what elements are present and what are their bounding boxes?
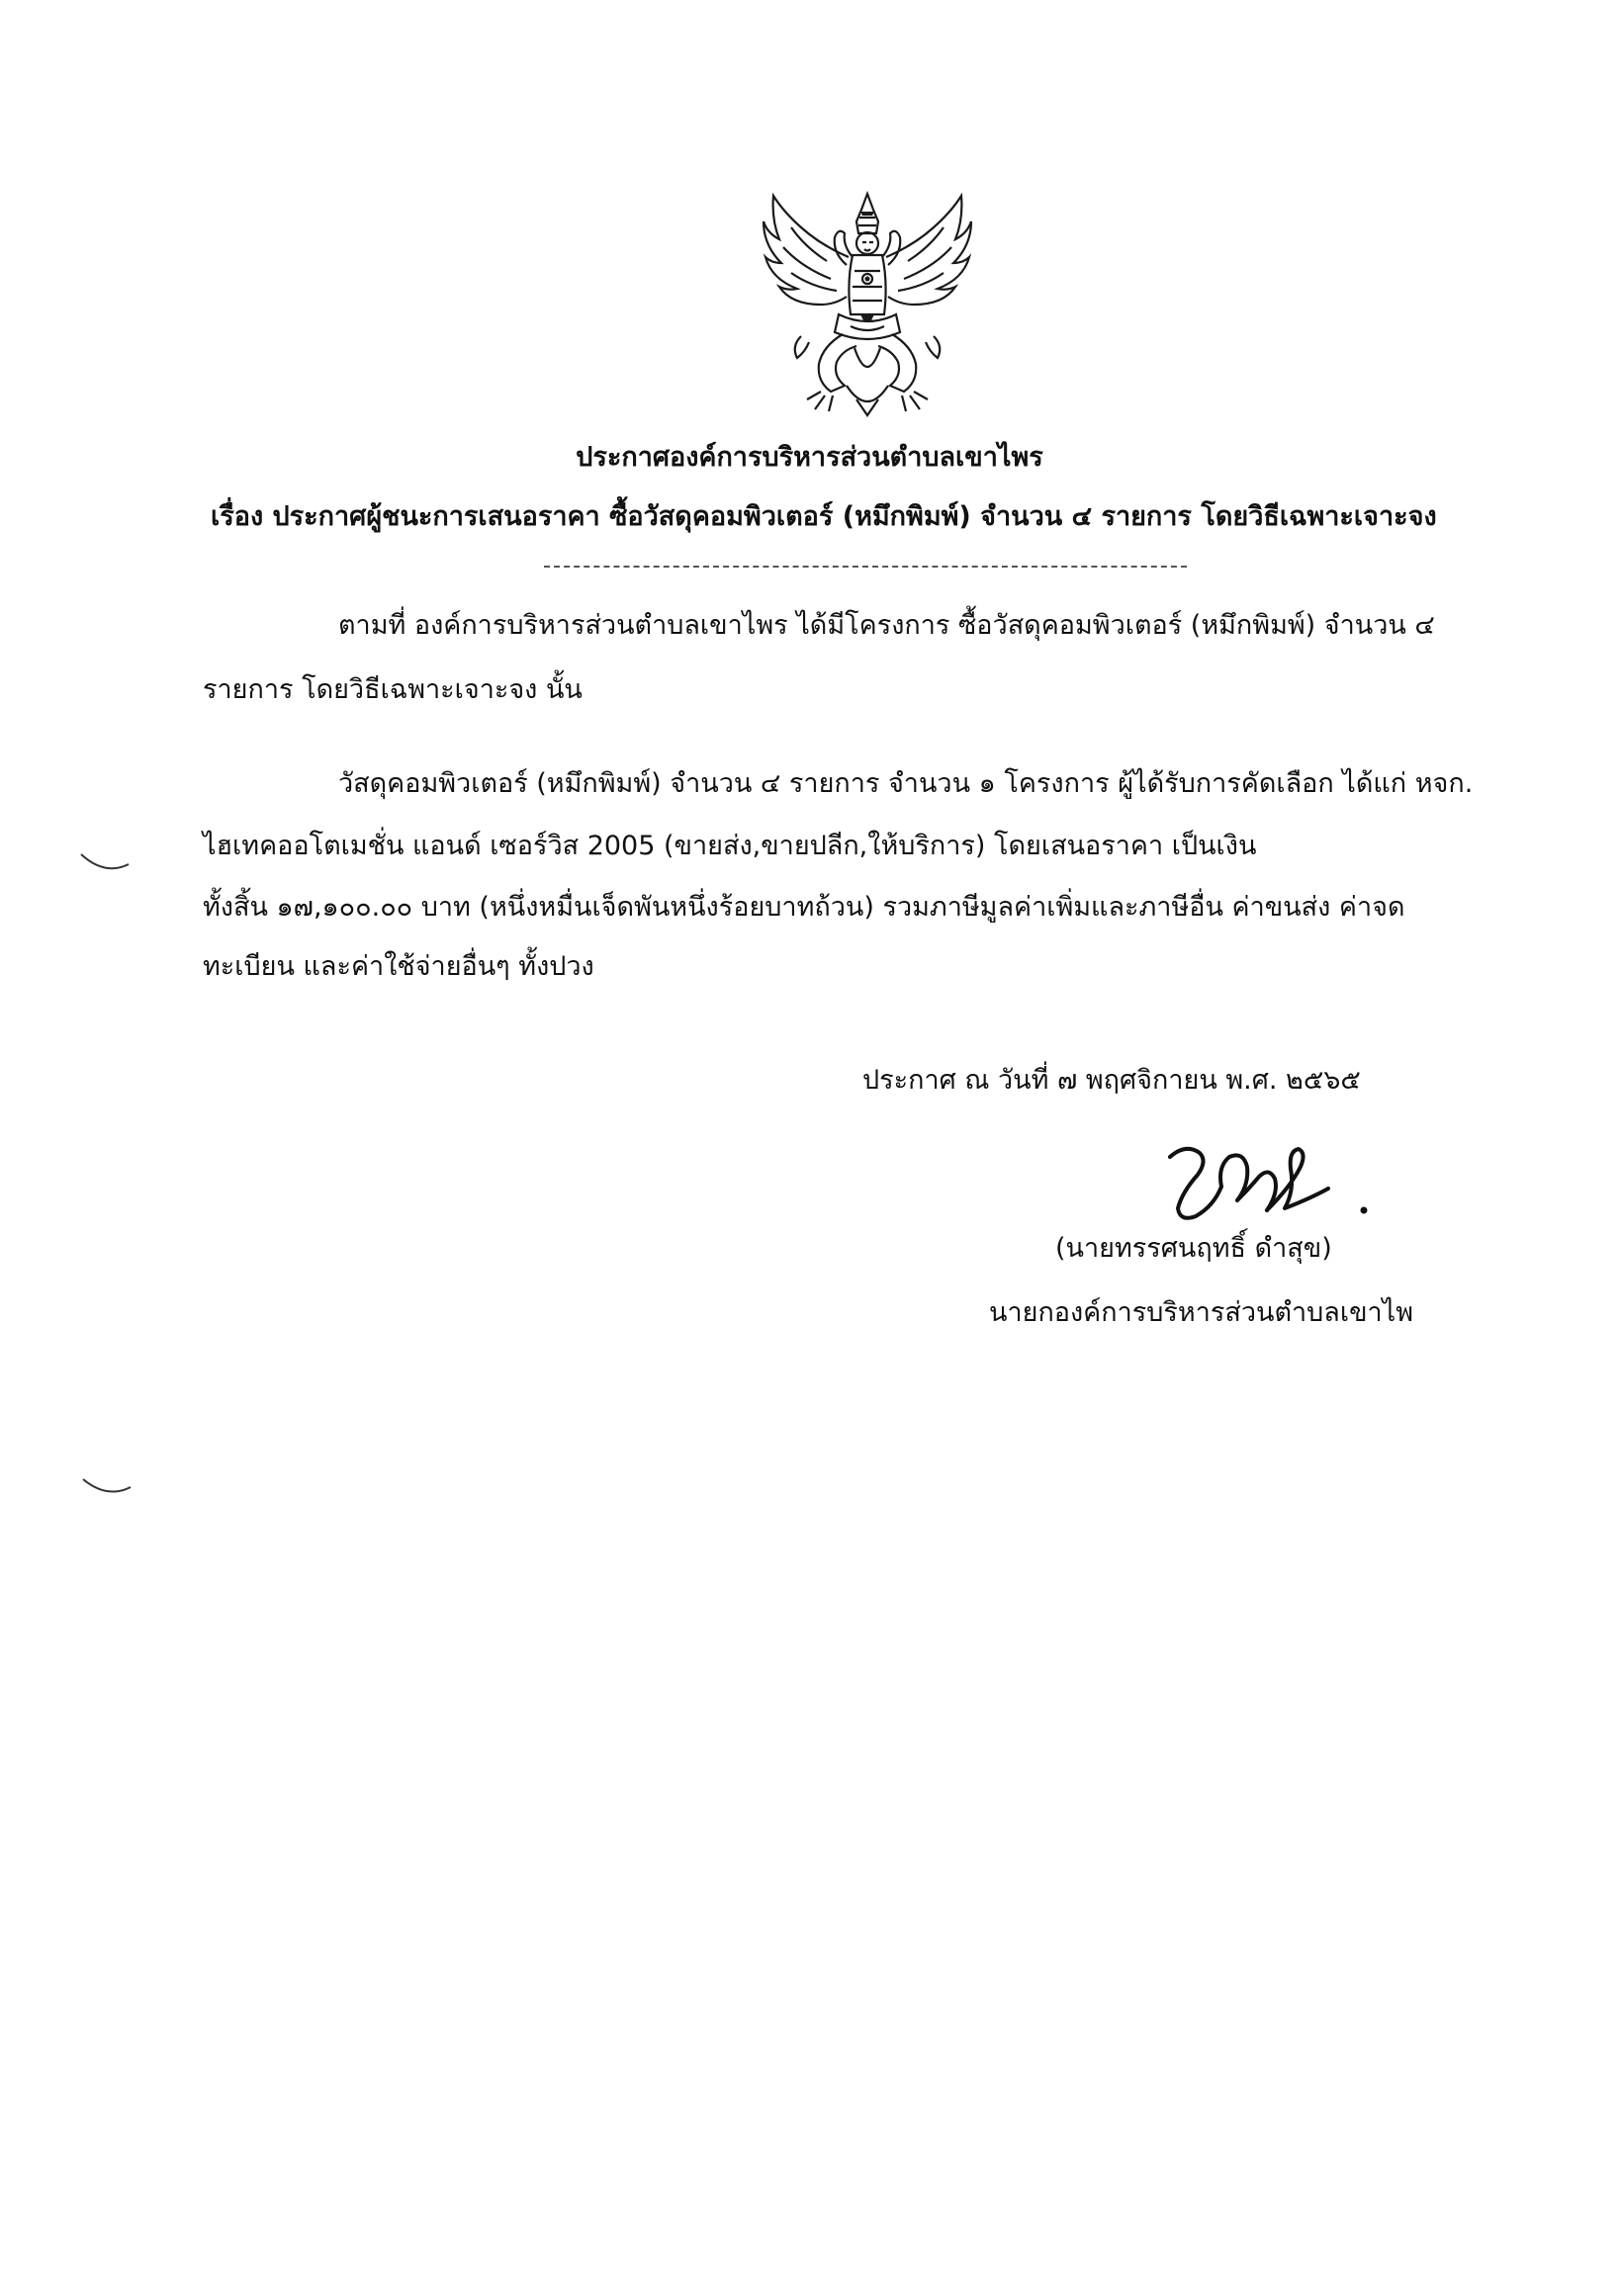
announcement-title: ประกาศองค์การบริหารส่วนตำบลเขาไพร: [576, 442, 1043, 473]
paragraph-2-line-4: ทะเบียน และค่าใช้จ่ายอื่นๆ ทั้งปวง: [203, 951, 594, 982]
paragraph-1-line-2: รายการ โดยวิธีเฉพาะเจาะจง นั้น: [203, 674, 583, 705]
handwritten-signature-icon: [1152, 1127, 1380, 1236]
divider-rule: [544, 566, 1187, 568]
paragraph-2-line-2: ไฮเทคออโตเมชั่น แอนด์ เซอร์วิส 2005 (ขายส่ง,ขายปลีก,ให้บริการ) โดยเสนอราคา เป็นเงิน: [203, 831, 1257, 861]
announcement-date: ประกาศ ณ วันที่ ๗ พฤศจิกายน พ.ศ. ๒๕๖๕: [862, 1065, 1361, 1096]
paragraph-2-line-1: วัสดุคอมพิวเตอร์ (หมึกพิมพ์) จำนวน ๔ รายการ จำนวน ๑ โครงการ ผู้ได้รับการคัดเลือก ได้แก่ หจก.: [338, 768, 1474, 799]
signer-title: นายกองค์การบริหารส่วนตำบลเขาไพ: [989, 1297, 1414, 1328]
paragraph-2-line-3: ทั้งสิ้น ๑๗,๑๐๐.๐๐ บาท (หนึ่งหมื่นเจ็ดพันหนึ่งร้อยบาทถ้วน) รวมภาษีมูลค่าเพิ่มและภาษีอื่น ค่าขนส่ง ค่าจด: [203, 892, 1405, 923]
announcement-subject: เรื่อง ประกาศผู้ชนะการเสนอราคา ซื้อวัสดุคอมพิวเตอร์ (หมึกพิมพ์) จำนวน ๔ รายการ โดยวิธีเฉพาะเจาะจง: [211, 501, 1437, 532]
signer-name: (นายทรรศนฤทธิ์ ดำสุข): [1055, 1233, 1332, 1264]
scan-artifact-mark: [77, 850, 136, 880]
scan-artifact-mark: [79, 1473, 138, 1503]
paragraph-1-line-1: ตามที่ องค์การบริหารส่วนตำบลเขาไพร ได้มีโครงการ ซื้อวัสดุคอมพิวเตอร์ (หมึกพิมพ์) จำนวน ๔: [338, 610, 1435, 641]
thai-garuda-emblem-icon: [762, 188, 974, 420]
